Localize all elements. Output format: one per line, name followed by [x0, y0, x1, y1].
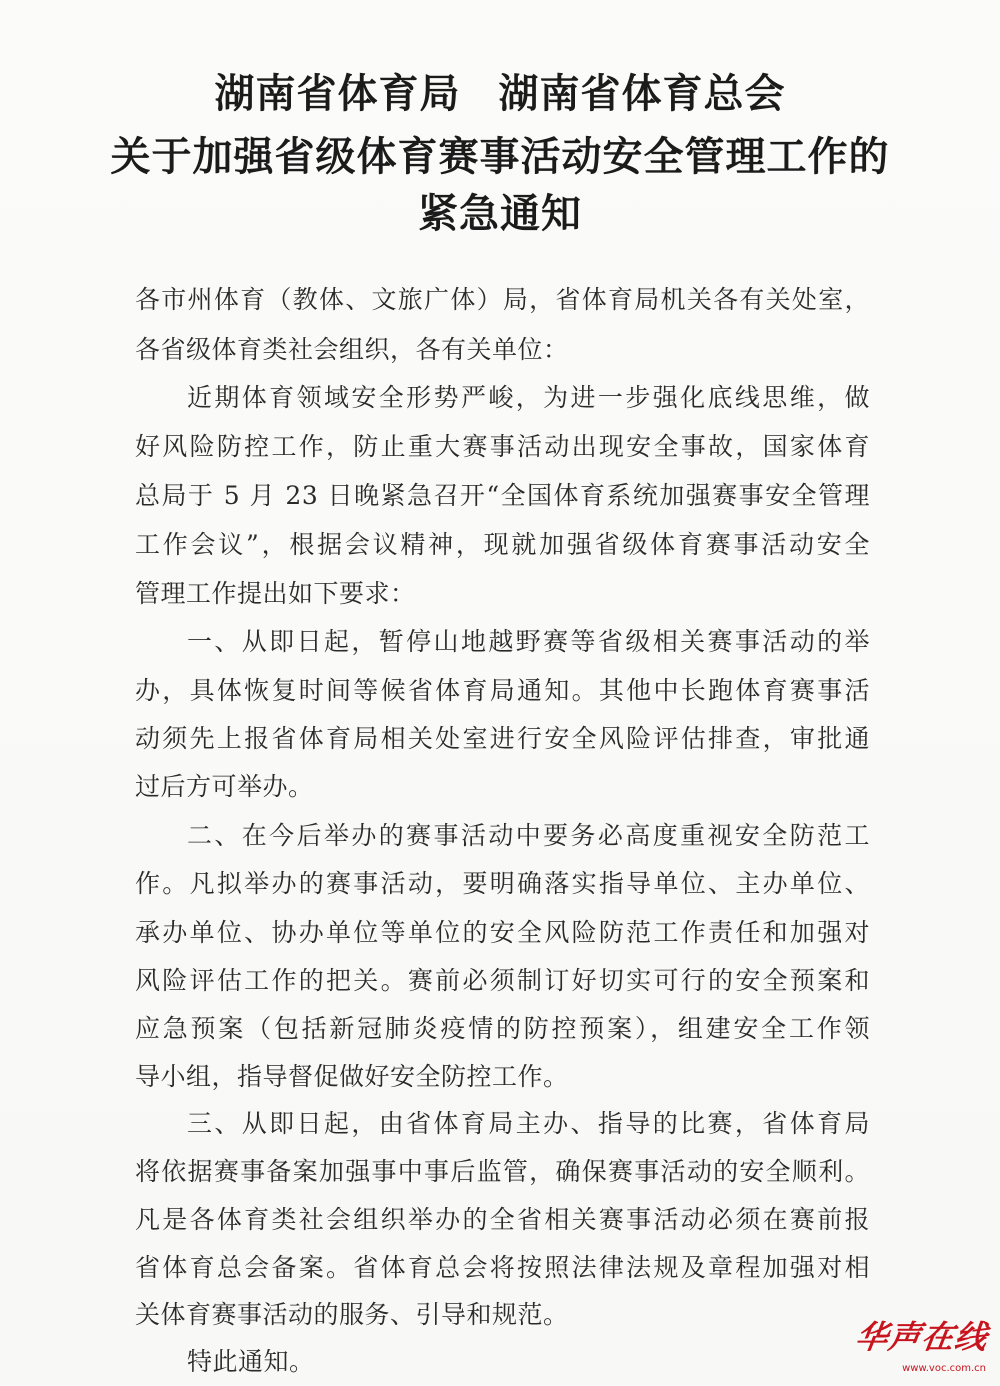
paragraph-line: 管理工作提出如下要求：: [135, 579, 416, 608]
paragraph-line: 三、从即日起，由省体育局主办、指导的比赛，省体育局: [187, 1109, 870, 1138]
paragraph-line: 好风险防控工作，防止重大赛事活动出现安全事故，国家体育: [135, 432, 870, 461]
paragraph-line: 一、从即日起，暂停山地越野赛等省级相关赛事活动的举: [187, 627, 870, 656]
title-line-3: 紧急通知: [418, 191, 582, 237]
paragraph-line: 导小组，指导督促做好安全防控工作。: [135, 1062, 569, 1091]
title-line-2: 关于加强省级体育赛事活动安全管理工作的: [110, 134, 890, 180]
watermark-logo: 华声在线: [853, 1318, 991, 1356]
recipient-line-2: 各省级体育类社会组织，各有关单位：: [135, 335, 569, 364]
paragraph-line: 承办单位、协办单位等单位的安全风险防范工作责任和加强对: [135, 918, 870, 947]
title-line-1: [0, 62, 1000, 119]
paragraph-line: 办，具体恢复时间等候省体育局通知。其他中长跑体育赛事活: [135, 676, 870, 705]
title-org-2: 湖南省体育总会: [498, 71, 786, 117]
paragraph-line: 凡是各体育类社会组织举办的全省相关赛事活动必须在赛前报: [135, 1205, 870, 1234]
paragraph-line: 省体育总会备案。省体育总会将按照法律法规及章程加强对相: [135, 1253, 870, 1282]
paragraph-line: 作。凡拟举办的赛事活动，要明确落实指导单位、主办单位、: [135, 869, 870, 898]
paragraph-line: 近期体育领域安全形势严峻，为进一步强化底线思维，做: [187, 383, 870, 412]
paragraph-line: 工作会议”，根据会议精神，现就加强省级体育赛事活动安全: [135, 530, 870, 559]
closing-line: 特此通知。: [187, 1347, 315, 1376]
paragraph-line: 总局于 5 月 23 日晚紧急召开“全国体育系统加强赛事安全管理: [135, 481, 870, 510]
paragraph-line: 将依据赛事备案加强事中事后监管，确保赛事活动的安全顺利。: [135, 1157, 870, 1186]
paragraph-line: 风险评估工作的把关。赛前必须制订好切实可行的安全预案和: [135, 966, 870, 995]
recipient-line-1: 各市州体育（教体、文旅广体）局，省体育局机关各有关处室，: [135, 285, 870, 314]
paragraph-line: 关体育赛事活动的服务、引导和规范。: [135, 1300, 569, 1329]
paragraph-line: 应急预案（包括新冠肺炎疫情的防控预案），组建安全工作领: [135, 1014, 870, 1043]
watermark-url: www.voc.com.cn: [902, 1363, 986, 1374]
paragraph-line: 动须先上报省体育局相关处室进行安全风险评估排查，审批通: [135, 724, 870, 753]
paragraph-line: 过后方可举办。: [135, 772, 314, 801]
title-org-1: 湖南省体育局: [214, 71, 461, 117]
paragraph-line: 二、在今后举办的赛事活动中要务必高度重视安全防范工: [187, 821, 870, 850]
